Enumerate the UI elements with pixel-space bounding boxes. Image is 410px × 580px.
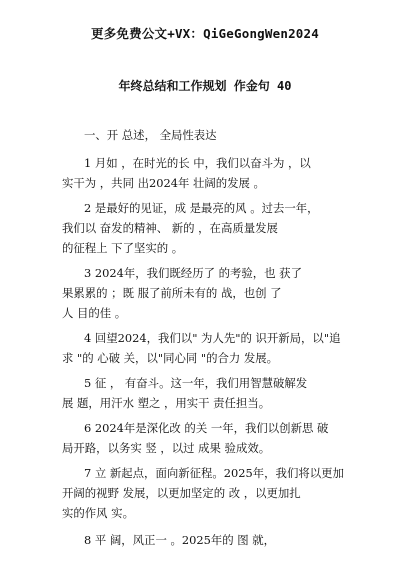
paragraph-line: 4 回望2024，我们以" 为人先"的 识开新局，以"追 xyxy=(84,331,341,345)
paragraph-line: 人 目的佳 。 xyxy=(62,306,127,320)
paragraph-line: 6 2024年是深化改 的关 一年，我们以创新思 破 xyxy=(84,421,329,435)
paragraph-line: 1 月如 ，在时光的长 中，我们以奋斗为 ，以 xyxy=(84,156,311,170)
paragraph-line: 7 立 新起点，面向新征程。2025年，我们将以更加 xyxy=(84,466,344,480)
paragraph-line: 3 2024年，我们既经历了 的考验，也 获了 xyxy=(84,266,302,280)
paragraph-line: 我们以 奋发的精神、 新的 ，在高质量发展 xyxy=(62,221,278,235)
document-title: 年终总结和工作规划 作金句 40 xyxy=(118,79,292,93)
paragraph-line: 8 平 阔，风正一 。2025年的 图 就， xyxy=(84,533,276,547)
paragraph-line: 2 是最好的见证，成 是最亮的风 。过去一年， xyxy=(84,201,319,215)
paragraph-line: 5 征 ， 有奋斗。这一年，我们用智慧破解发 xyxy=(84,376,308,390)
paragraph-line: 果累累的 ；既 服了前所未有的 战，也创 了 xyxy=(62,286,282,300)
section-heading: 一、开 总述， 全局性表达 xyxy=(84,128,217,142)
paragraph-line: 实的作风 实。 xyxy=(62,506,134,520)
paragraph-line: 局开路，以务实 竖 ，以过 成果 验成效。 xyxy=(62,441,271,455)
paragraph-line: 实干为 ，共同 出2024年 壮阔的发展 。 xyxy=(62,176,265,190)
promo-header: 更多免费公文+VX：QiGeGongWen2024 xyxy=(91,26,319,41)
paragraph-line: 开阔的视野 发展，以更加坚定的 改 ，以更加扎 xyxy=(62,486,301,500)
paragraph-line: 展 题，用汗水 塑之 ，用实干 责任担当。 xyxy=(62,396,271,410)
paragraph-line: 求 "的 心破 关，以"同心同 "的合力 发展。 xyxy=(62,351,279,365)
paragraph-line: 的征程上 下了坚实的 。 xyxy=(62,241,184,255)
